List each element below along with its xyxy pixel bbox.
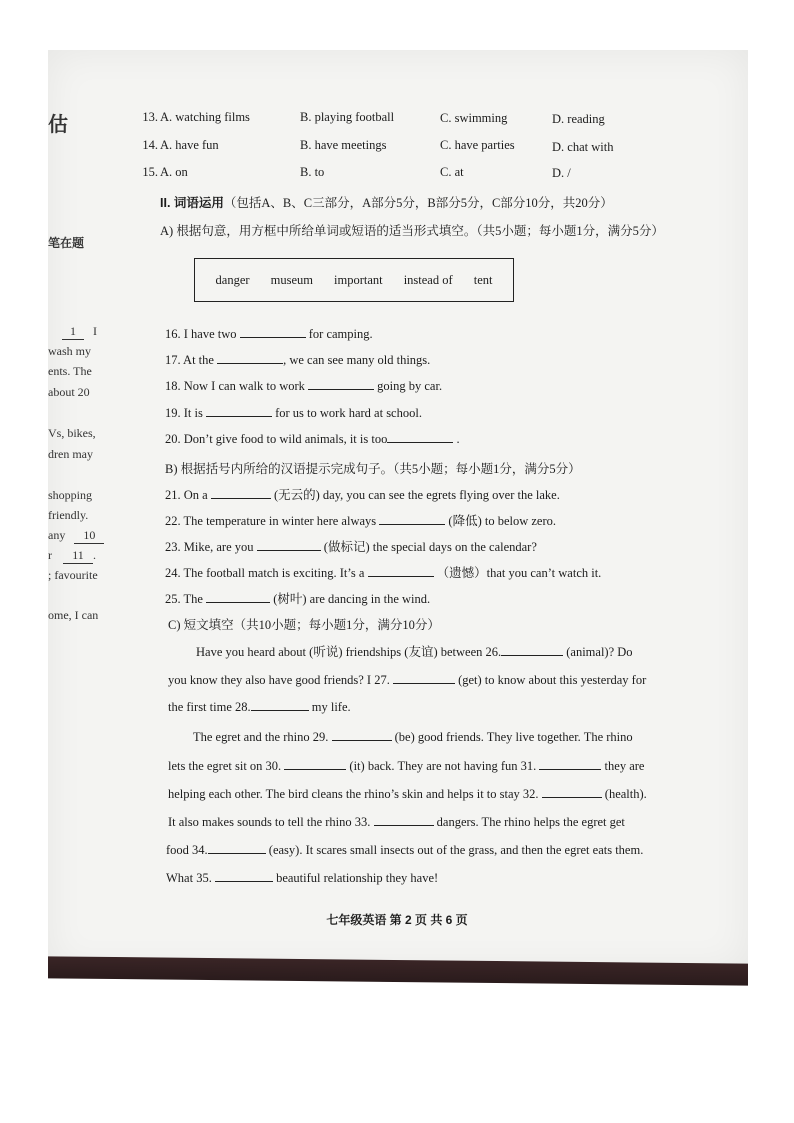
passage-line bbox=[166, 842, 643, 858]
page-footer: 七年级英语 第 2 页 共 6 页 bbox=[326, 913, 468, 927]
margin-answer: 11 bbox=[63, 548, 93, 564]
answer-blank-26[interactable] bbox=[501, 644, 563, 656]
answer-blank-22[interactable] bbox=[379, 513, 445, 525]
question-text: . bbox=[456, 432, 460, 446]
option-b[interactable]: B. playing football bbox=[300, 110, 395, 124]
answer-blank-21[interactable] bbox=[211, 487, 271, 499]
question-24 bbox=[165, 563, 601, 581]
passage-text: The egret and the rhino 29. bbox=[193, 730, 329, 744]
passage-text: (get) to know about this yesterday for bbox=[458, 673, 647, 687]
option-c[interactable]: C. swimming bbox=[440, 111, 508, 125]
passage-text: (health). bbox=[604, 787, 647, 801]
margin-fragment: wash my bbox=[48, 344, 91, 358]
answer-blank-24[interactable] bbox=[368, 565, 434, 577]
answer-blank-31[interactable] bbox=[539, 758, 601, 770]
margin-answer: 10 bbox=[74, 528, 104, 544]
passage-text: (easy). It scares small insects out of the grass, and then the egret eats them. bbox=[268, 843, 644, 857]
question-18 bbox=[165, 378, 442, 394]
option-c[interactable]: C. have parties bbox=[440, 138, 515, 152]
passage-line bbox=[168, 699, 351, 715]
margin-fragment: shopping bbox=[48, 488, 93, 502]
answer-blank-35[interactable] bbox=[215, 870, 273, 882]
passage-text: you know they also have good friends? I 27. bbox=[168, 673, 390, 687]
passage-text: (be) good friends. They live together. The rhino bbox=[394, 730, 633, 744]
question-text: , we can see many old things. bbox=[283, 353, 431, 367]
section-note: （包括A、B、C三部分，A部分5分，B部分5分，C部分10分，共20分） bbox=[223, 196, 613, 210]
passage-text: (animal)? Do bbox=[566, 645, 633, 659]
answer-blank-28[interactable] bbox=[251, 699, 309, 711]
question-text: 16. I have two bbox=[165, 327, 237, 341]
question-text: for camping. bbox=[308, 327, 373, 341]
question-text: 20. Don’t give food to wild animals, it is too bbox=[165, 432, 388, 446]
option-d[interactable]: D. reading bbox=[552, 112, 605, 126]
answer-blank-20[interactable] bbox=[387, 431, 453, 443]
answer-blank-19[interactable] bbox=[206, 405, 272, 417]
margin-fragment bbox=[48, 528, 104, 544]
question-text: for us to work hard at school. bbox=[275, 406, 422, 420]
passage-line bbox=[168, 786, 647, 802]
question-text: (做标记) the special days on the calendar? bbox=[323, 540, 537, 554]
question-text: (无云的) day, you can see the egrets flying over the lake. bbox=[273, 488, 560, 502]
answer-blank-33[interactable] bbox=[374, 814, 434, 826]
option-b[interactable]: B. have meetings bbox=[300, 138, 387, 152]
passage-text: food 34. bbox=[166, 843, 208, 857]
question-19 bbox=[165, 405, 422, 421]
question-22 bbox=[165, 511, 556, 529]
question-text: (降低) to below zero. bbox=[448, 514, 557, 528]
option-c[interactable]: C. at bbox=[440, 165, 464, 179]
margin-fragment: friendly. bbox=[48, 508, 89, 522]
margin-fragment: r 11 . bbox=[48, 548, 96, 562]
answer-blank-16[interactable] bbox=[240, 326, 306, 338]
passage-text: It also makes sounds to tell the rhino 33. bbox=[168, 815, 371, 829]
passage-line bbox=[166, 870, 438, 886]
answer-blank-25[interactable] bbox=[206, 591, 270, 603]
question-text: 21. On a bbox=[165, 488, 208, 502]
part-b-instructions: B) 根据括号内所给的汉语提示完成句子。（共5小题；每小题1分，满分5分） bbox=[165, 462, 581, 476]
passage-line bbox=[168, 758, 644, 774]
question-16 bbox=[165, 326, 373, 342]
margin-fragment: dren may bbox=[48, 447, 93, 461]
answer-blank-18[interactable] bbox=[308, 378, 374, 390]
margin-fragment: any bbox=[48, 528, 66, 542]
question-number: 15. bbox=[142, 165, 158, 179]
question-text: 22. The temperature in winter here always bbox=[165, 514, 377, 528]
question-text: going by car. bbox=[377, 379, 443, 393]
margin-fragment: Vs, bikes, bbox=[48, 426, 96, 440]
passage-text: they are bbox=[604, 759, 645, 773]
margin-fragment: I bbox=[93, 324, 97, 338]
margin-fragment: about 20 bbox=[48, 385, 90, 399]
question-23 bbox=[165, 537, 537, 555]
exam-page bbox=[48, 50, 748, 970]
passage-text: my life. bbox=[311, 700, 351, 714]
margin-fragment: ome, I can bbox=[48, 608, 99, 622]
passage-line bbox=[196, 642, 633, 660]
option-a[interactable]: A. have fun bbox=[160, 138, 219, 152]
margin-fragment bbox=[48, 324, 97, 340]
margin-answer: 1 bbox=[62, 324, 84, 340]
option-d[interactable]: D. / bbox=[552, 166, 571, 180]
passage-line bbox=[168, 814, 625, 830]
question-text: 18. Now I can walk to work bbox=[165, 379, 305, 393]
answer-blank-29[interactable] bbox=[332, 729, 392, 741]
margin-fragment: r bbox=[48, 548, 52, 562]
option-a[interactable]: A. on bbox=[160, 165, 188, 179]
answer-blank-32[interactable] bbox=[542, 786, 602, 798]
word-bank-box bbox=[194, 258, 514, 302]
question-text: 23. Mike, are you bbox=[165, 540, 254, 554]
question-text: 25. The bbox=[165, 592, 203, 606]
word-bank-item: important bbox=[334, 272, 383, 287]
question-20 bbox=[165, 431, 460, 447]
question-25 bbox=[165, 589, 430, 607]
word-bank-item: tent bbox=[473, 272, 493, 287]
section-title: II. 词语运用 bbox=[160, 196, 224, 210]
word-bank-item: danger bbox=[215, 272, 250, 287]
answer-blank-23[interactable] bbox=[257, 539, 321, 551]
question-number: 14. bbox=[142, 138, 158, 152]
margin-fragment: 估 bbox=[48, 114, 68, 136]
passage-text: beautiful relationship they have! bbox=[276, 871, 439, 885]
passage-line bbox=[168, 672, 646, 688]
passage-text: Have you heard about (听说) friendships (友谊) between 26. bbox=[196, 645, 502, 659]
question-17 bbox=[165, 352, 430, 368]
part-a-instructions: A) 根据句意，用方框中所给单词或短语的适当形式填空。（共5小题；每小题1分，满分5分） bbox=[160, 224, 664, 238]
answer-blank-27[interactable] bbox=[393, 672, 455, 684]
margin-fragment: 笔在题 bbox=[48, 236, 85, 250]
passage-text: lets the egret sit on 30. bbox=[168, 759, 282, 773]
section-2-heading bbox=[160, 193, 613, 211]
word-bank-item: instead of bbox=[403, 272, 453, 287]
margin-fragment: ; favourite bbox=[48, 568, 98, 582]
question-text: (树叶) are dancing in the wind. bbox=[273, 592, 431, 606]
option-b[interactable]: B. to bbox=[300, 165, 325, 179]
answer-blank-34[interactable] bbox=[208, 842, 266, 854]
option-d[interactable]: D. chat with bbox=[552, 140, 614, 154]
margin-fragment: ents. The bbox=[48, 364, 92, 378]
answer-blank-30[interactable] bbox=[284, 758, 346, 770]
answer-blank-17[interactable] bbox=[217, 352, 283, 364]
word-bank-item: museum bbox=[270, 272, 313, 287]
passage-text: (it) back. They are not having fun 31. bbox=[349, 759, 537, 773]
passage-text: dangers. The rhino helps the egret get bbox=[436, 815, 625, 829]
passage-text: helping each other. The bird cleans the rhino’s skin and helps it to stay 32. bbox=[168, 787, 539, 801]
question-text: （遗憾）that you can’t watch it. bbox=[436, 566, 602, 580]
question-text: 24. The football match is exciting. It’s a bbox=[165, 566, 365, 580]
question-text: 19. It is bbox=[165, 406, 203, 420]
question-text: 17. At the bbox=[165, 353, 214, 367]
passage-text: What 35. bbox=[166, 871, 212, 885]
question-21 bbox=[165, 485, 560, 503]
option-a[interactable]: A. watching films bbox=[160, 110, 250, 124]
passage-line bbox=[193, 729, 633, 745]
passage-text: the first time 28. bbox=[168, 700, 251, 714]
part-c-instructions: C) 短文填空（共10小题；每小题1分，满分10分） bbox=[168, 618, 440, 632]
question-number: 13. bbox=[142, 110, 158, 124]
